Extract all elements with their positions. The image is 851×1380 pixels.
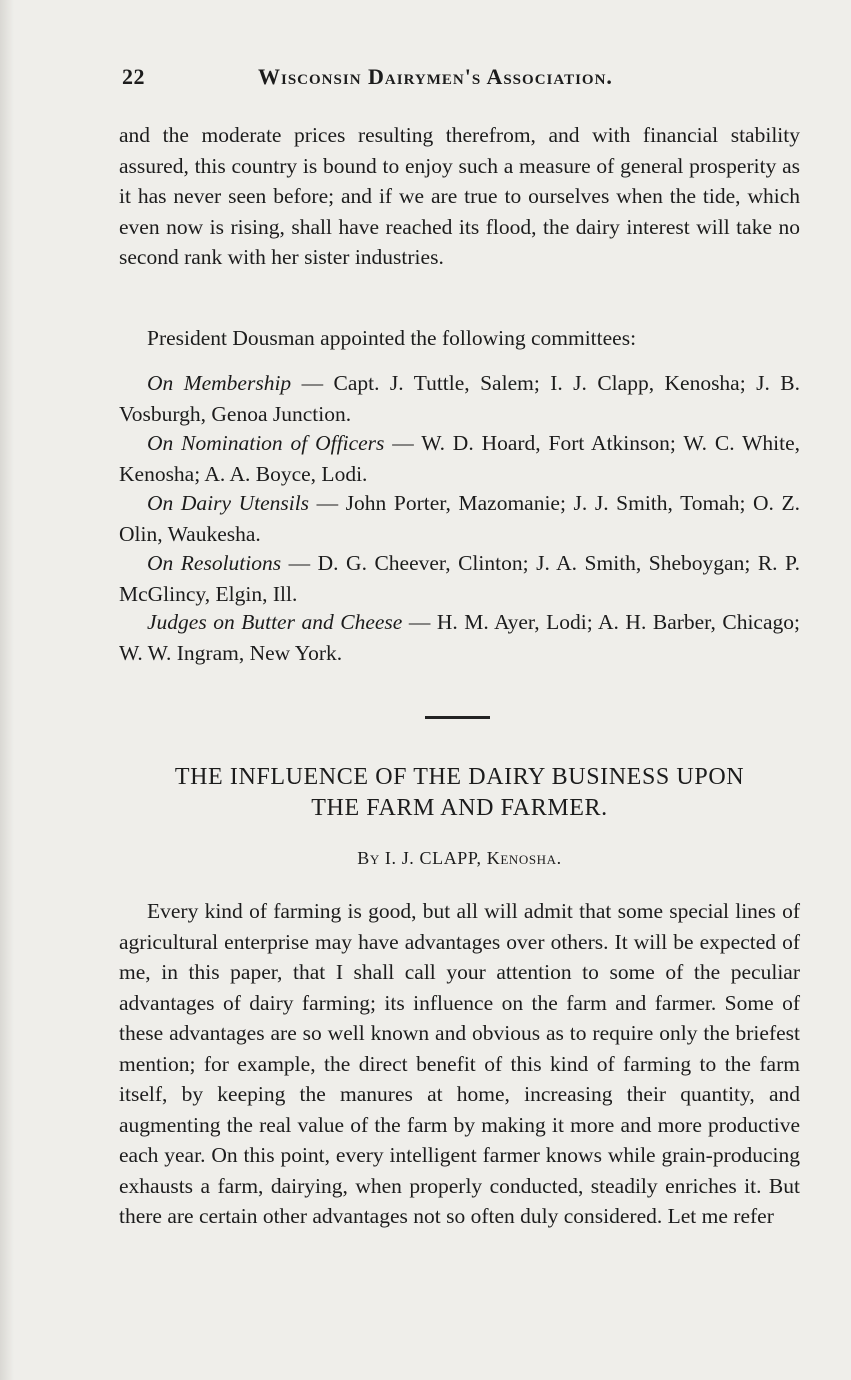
page-number: 22 xyxy=(122,64,145,89)
committee-name: On Dairy Utensils xyxy=(147,491,310,515)
committees-intro: President Dousman appointed the following committees: xyxy=(147,326,637,350)
article-title-line: THE FARM AND FARMER. xyxy=(311,795,608,821)
committee-members: — H. M. Ayer, Lodi; A. H. Barber, Chicago; W. W. Ingram, New York. xyxy=(119,610,800,665)
committee-name: On Membership xyxy=(147,371,292,395)
committee-entry xyxy=(119,368,800,430)
article-byline: By I. J. CLAPP, Kenosha. xyxy=(357,848,562,868)
committee-entry xyxy=(119,607,800,669)
committee-members: — W. D. Hoard, Fort Atkinson; W. C. White, Kenosha; A. A. Boyce, Lodi. xyxy=(119,431,800,486)
page-edge-shadow xyxy=(0,0,14,1380)
running-head xyxy=(122,64,772,94)
committee-members: — John Porter, Mazomanie; J. J. Smith, Tomah; O. Z. Olin, Waukesha. xyxy=(119,491,800,546)
opening-paragraph: and the moderate prices resulting therefrom, and with financial stability assured, this country is bound to enjoy such a measure of general prosperity as it has never seen before; and if we are true to ourselves when the tide, which even now is rising, shall have reached its flood, the dairy interest will take no second rank with her sister industries. xyxy=(119,123,800,269)
committee-members: — D. G. Cheever, Clinton; J. A. Smith, Sheboygan; R. P. McGlincy, Elgin, Ill. xyxy=(119,551,801,606)
section-divider xyxy=(425,716,490,719)
committee-name: On Nomination of Officers xyxy=(147,431,385,455)
committee-name: Judges on Butter and Cheese xyxy=(147,610,403,634)
committee-entry xyxy=(119,488,800,550)
committee-name: On Resolutions xyxy=(147,551,282,575)
article-body: Every kind of farming is good, but all will admit that some special lines of agricultural enterprise may have advantages over others. It will be expected of me, in this paper, that I shall call your attention to some of the peculiar advantages of dairy farming; its influence on the farm and farmer. Some of these advantages are so well known and obvious as to require only the briefest mention; for example, the direct benefit of this kind of farming to the farm itself, by keeping the manures at home, increasing their quantity, and augmenting the real value of the farm by making it more and more productive each year. On this point, every intelligent farmer knows while grain-producing exhausts a farm, dairying, when properly conducted, steadily enriches it. But there are certain other advantages not so often duly considered. Let me refer xyxy=(119,899,800,1228)
running-title: Wisconsin Dairymen's Association. xyxy=(258,64,613,89)
article-title-line: THE INFLUENCE OF THE DAIRY BUSINESS UPON xyxy=(174,764,745,790)
article-title xyxy=(119,762,800,824)
committee-entry xyxy=(119,548,800,610)
committee-entry xyxy=(119,428,800,490)
committee-members: — Capt. J. Tuttle, Salem; I. J. Clapp, Kenosha; J. B. Vosburgh, Genoa Junction. xyxy=(119,371,800,426)
